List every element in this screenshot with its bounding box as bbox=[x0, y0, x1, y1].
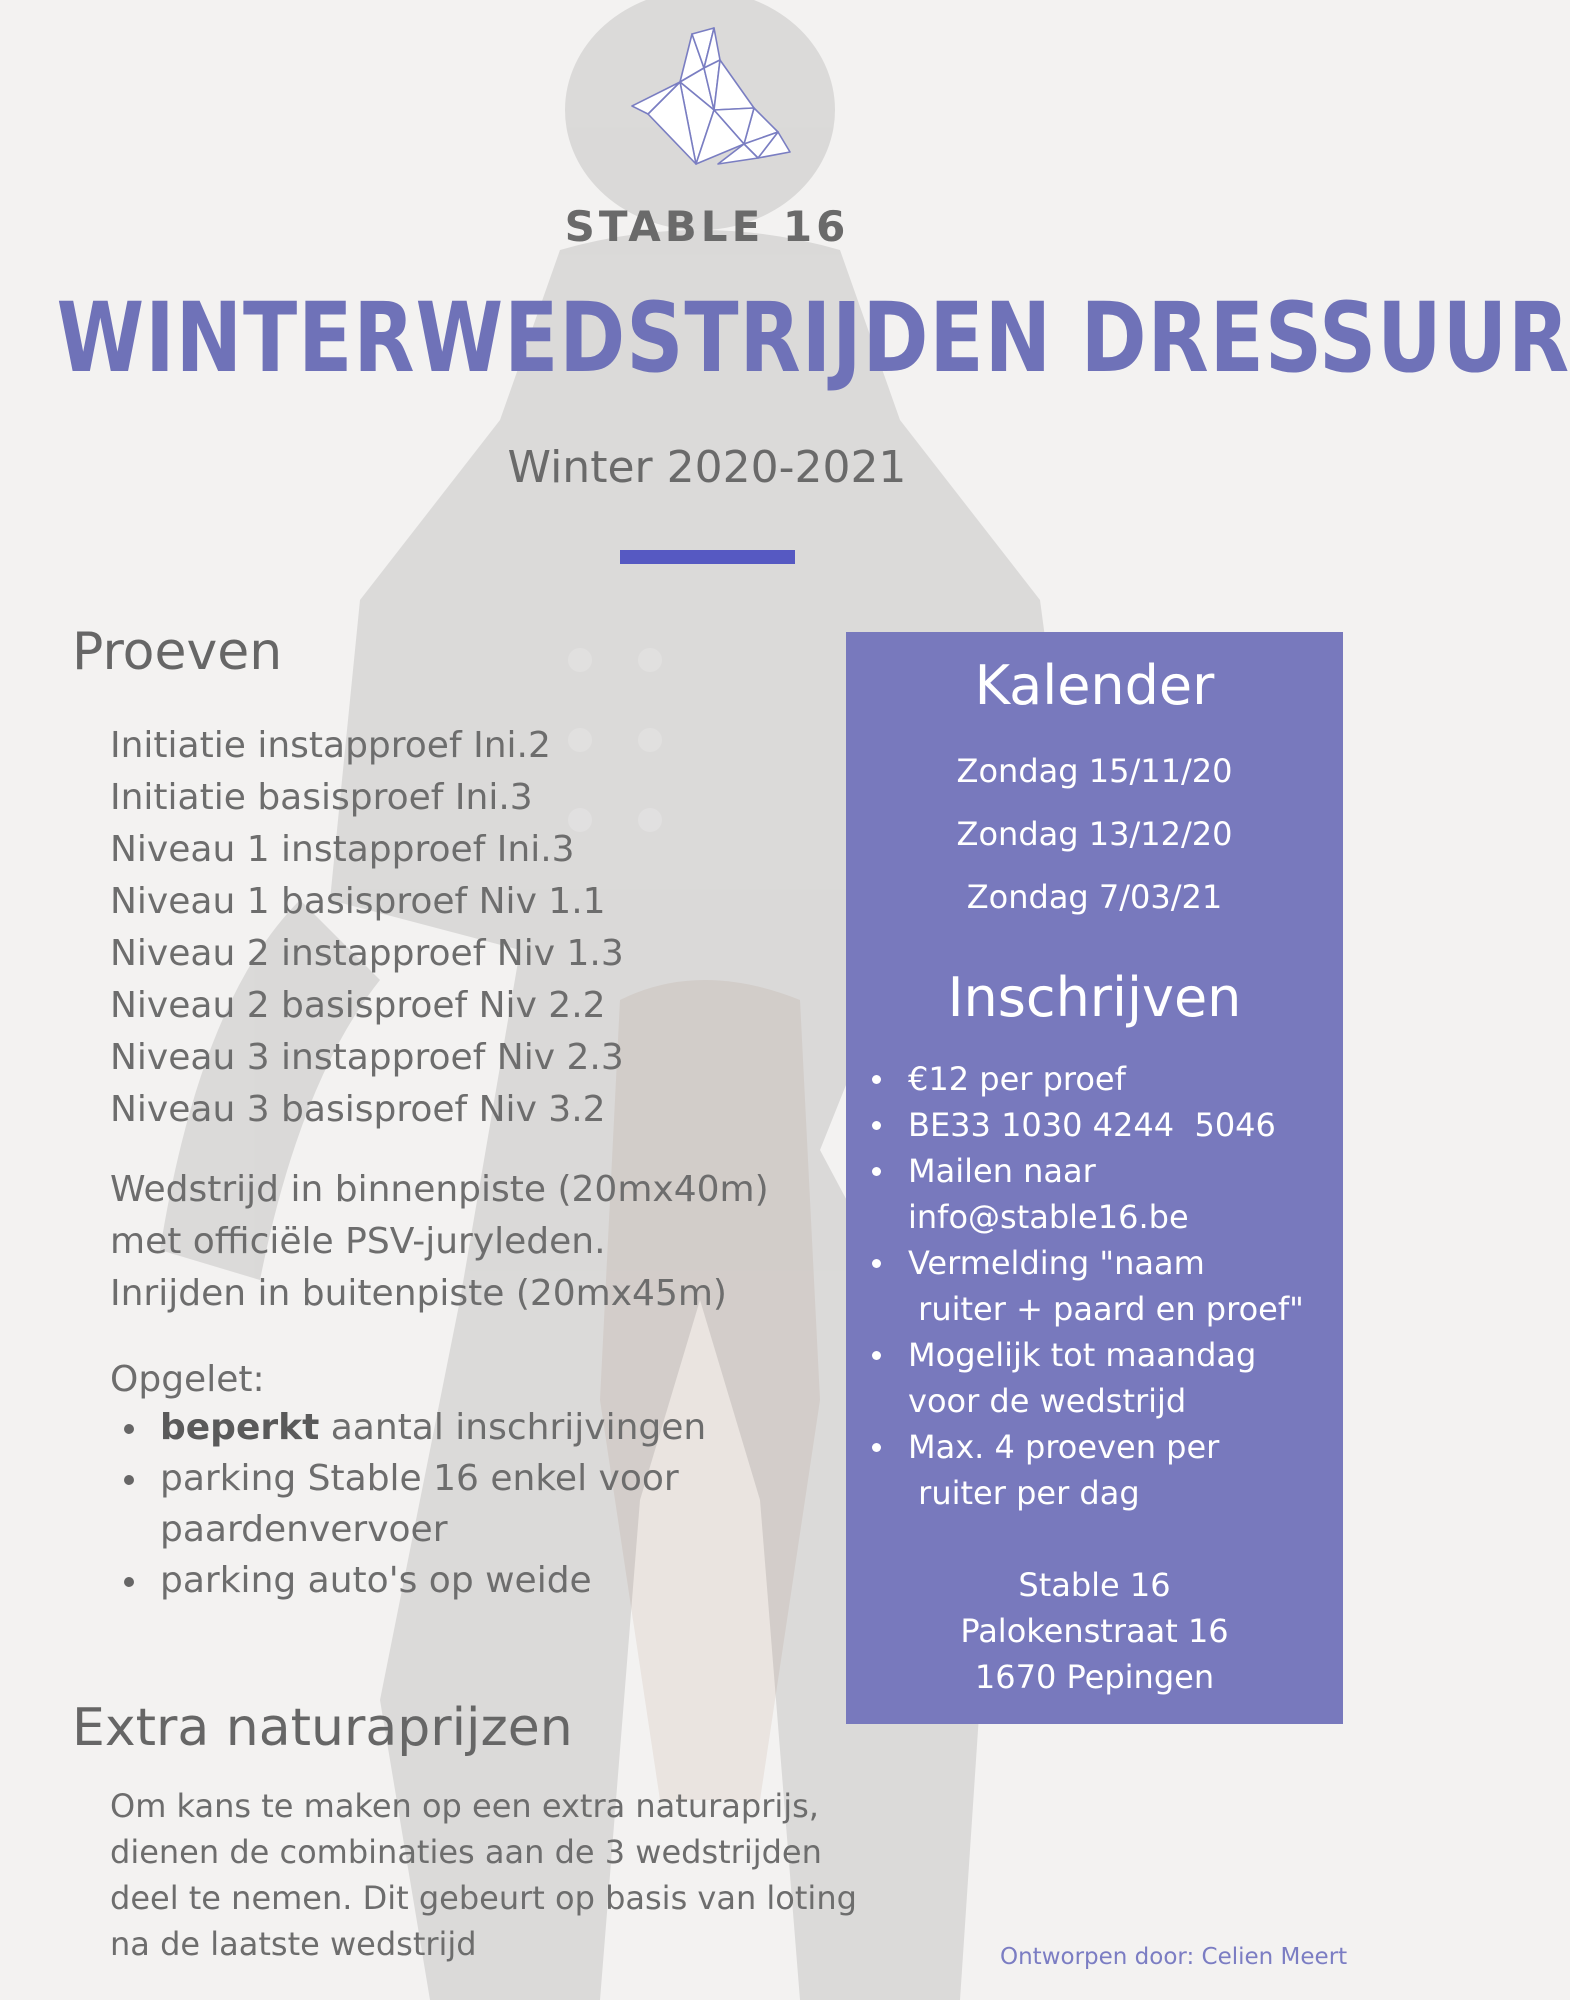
inschrijven-item bbox=[872, 1332, 1332, 1424]
extra-line: Om kans te maken op een extra naturaprijs, bbox=[110, 1787, 819, 1825]
bullet-icon bbox=[124, 1577, 134, 1587]
inschrijven-item bbox=[872, 1240, 1332, 1332]
wedstrijd-line: met officiële PSV-juryleden. bbox=[110, 1221, 606, 1262]
proeven-item: Niveau 3 instapproef Niv 2.3 bbox=[110, 1037, 624, 1078]
proeven-list bbox=[110, 720, 624, 1136]
inschrijven-text: ruiter + paard en proef" bbox=[908, 1290, 1304, 1328]
proeven-item: Niveau 1 basisproef Niv 1.1 bbox=[110, 881, 606, 922]
inschrijven-list bbox=[872, 1056, 1332, 1516]
inschrijven-text: Vermelding "naam bbox=[908, 1244, 1205, 1282]
kalender-date: Zondag 7/03/21 bbox=[966, 878, 1223, 916]
opgelet-text: parking auto's op weide bbox=[160, 1560, 592, 1601]
proeven-item: Niveau 2 basisproef Niv 2.2 bbox=[110, 985, 606, 1026]
bullet-icon bbox=[124, 1424, 134, 1434]
opgelet-text: parking Stable 16 enkel voor bbox=[160, 1458, 679, 1499]
proeven-item: Niveau 2 instapproef Niv 1.3 bbox=[110, 933, 624, 974]
page-title: WINTERWEDSTRIJDEN DRESSUUR bbox=[56, 282, 1570, 394]
wedstrijd-line: Wedstrijd in binnenpiste (20mx40m) bbox=[110, 1169, 769, 1210]
designer-credit: Ontworpen door: Celien Meert bbox=[1000, 1944, 1348, 1970]
address-line: 1670 Pepingen bbox=[974, 1658, 1215, 1696]
extra-line: deel te nemen. Dit gebeurt op basis van loting bbox=[110, 1879, 857, 1917]
wedstrijd-info bbox=[110, 1164, 830, 1320]
address-block bbox=[846, 1562, 1343, 1700]
address-line: Stable 16 bbox=[1018, 1566, 1171, 1604]
email-address: info@stable16.be bbox=[908, 1198, 1189, 1236]
info-card bbox=[846, 632, 1343, 1724]
kalender-heading: Kalender bbox=[974, 654, 1215, 717]
inschrijven-item bbox=[872, 1148, 1332, 1240]
bank-account: BE33 1030 4244 5046 bbox=[908, 1106, 1276, 1144]
inschrijven-item bbox=[872, 1424, 1332, 1516]
inschrijven-text: €12 per proef bbox=[908, 1060, 1126, 1098]
opgelet-item bbox=[110, 1402, 830, 1453]
wedstrijd-line: Inrijden in buitenpiste (20mx45m) bbox=[110, 1273, 727, 1314]
bullet-icon bbox=[872, 1351, 881, 1360]
address-line: Palokenstraat 16 bbox=[960, 1612, 1229, 1650]
kalender-date: Zondag 15/11/20 bbox=[956, 752, 1233, 790]
extra-line: na de laatste wedstrijd bbox=[110, 1925, 477, 1963]
inschrijven-heading: Inschrijven bbox=[947, 966, 1242, 1029]
proeven-item: Niveau 3 basisproef Niv 3.2 bbox=[110, 1089, 606, 1130]
bullet-icon bbox=[124, 1475, 134, 1485]
extra-line: dienen de combinaties aan de 3 wedstrijden bbox=[110, 1833, 822, 1871]
horse-head-logo-icon bbox=[618, 24, 806, 176]
bullet-icon bbox=[872, 1167, 881, 1176]
inschrijven-text: Mogelijk tot maandag bbox=[908, 1336, 1257, 1374]
kalender-date: Zondag 13/12/20 bbox=[956, 815, 1233, 853]
title-divider bbox=[620, 550, 795, 564]
extra-heading: Extra naturaprijzen bbox=[72, 1698, 573, 1758]
inschrijven-text: voor de wedstrijd bbox=[908, 1382, 1187, 1420]
proeven-heading: Proeven bbox=[72, 622, 283, 682]
kalender-dates bbox=[846, 740, 1343, 929]
season-subtitle: Winter 2020-2021 bbox=[507, 442, 907, 493]
opgelet-text: aantal inschrijvingen bbox=[319, 1407, 707, 1448]
brand-name: STABLE 16 bbox=[564, 202, 850, 251]
opgelet-label: Opgelet: bbox=[110, 1359, 265, 1400]
inschrijven-item bbox=[872, 1102, 1332, 1148]
opgelet-item bbox=[110, 1555, 830, 1606]
inschrijven-text: Mailen naar bbox=[908, 1152, 1096, 1190]
inschrijven-item bbox=[872, 1056, 1332, 1102]
proeven-item: Initiatie basisproef Ini.3 bbox=[110, 777, 533, 818]
inschrijven-text: Max. 4 proeven per bbox=[908, 1428, 1220, 1466]
bullet-icon bbox=[872, 1259, 881, 1268]
inschrijven-text: ruiter per dag bbox=[908, 1474, 1140, 1512]
bullet-icon bbox=[872, 1121, 881, 1130]
opgelet-emphasis: beperkt bbox=[160, 1407, 320, 1448]
opgelet-item bbox=[110, 1453, 830, 1555]
proeven-item: Initiatie instapproef Ini.2 bbox=[110, 725, 551, 766]
bullet-icon bbox=[872, 1075, 881, 1084]
opgelet-list bbox=[110, 1402, 830, 1606]
opgelet-text: paardenvervoer bbox=[160, 1509, 448, 1550]
bullet-icon bbox=[872, 1443, 881, 1452]
proeven-item: Niveau 1 instapproef Ini.3 bbox=[110, 829, 575, 870]
extra-info bbox=[110, 1783, 910, 1967]
